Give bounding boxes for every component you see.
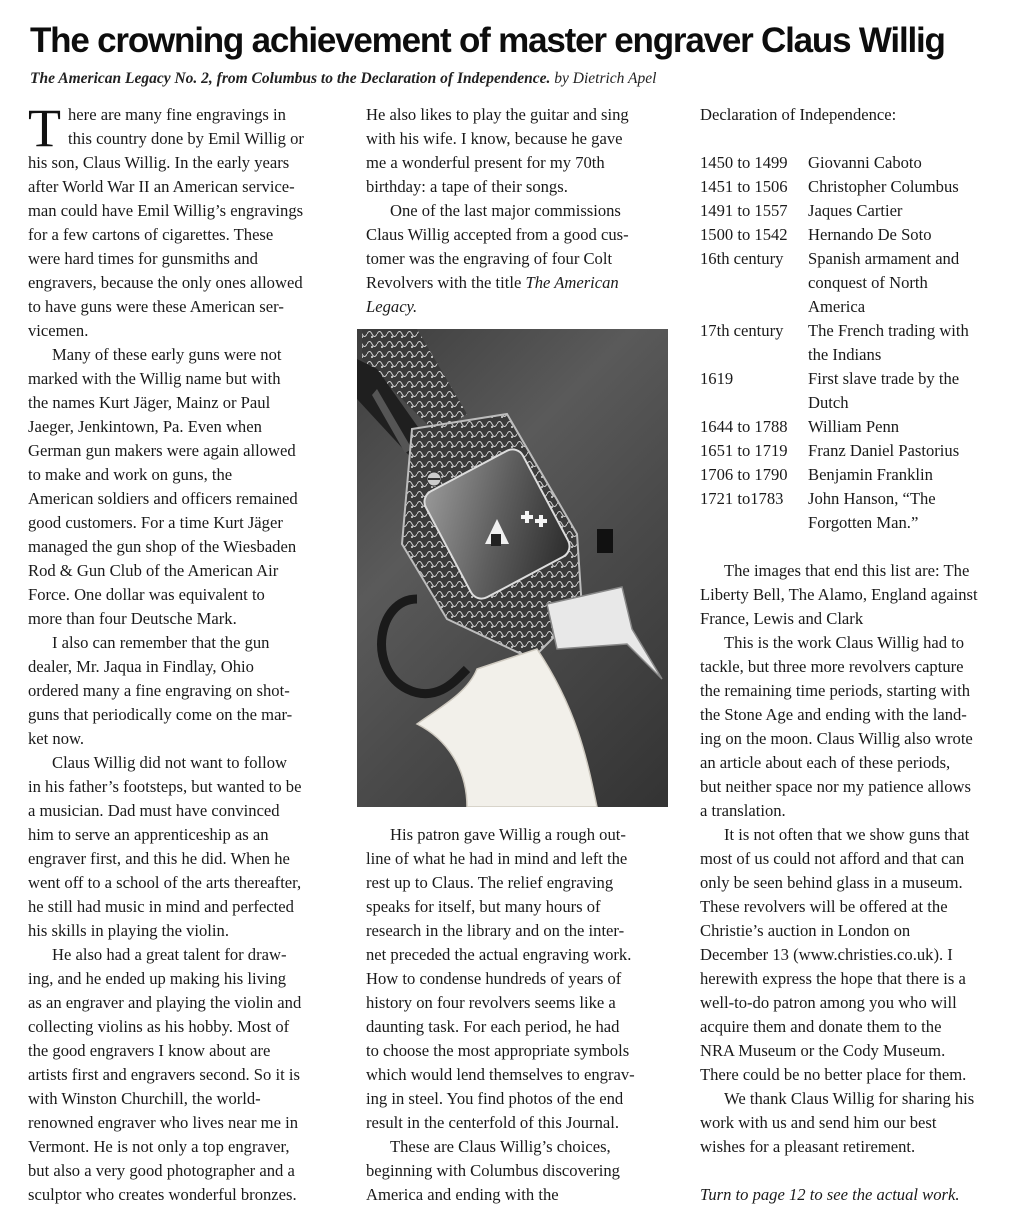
timeline-date: 1651 to 1719 bbox=[700, 441, 788, 460]
page-reference-note: Turn to page 12 to see the actual work. bbox=[700, 1185, 960, 1204]
hammer bbox=[547, 587, 662, 679]
timeline-entry bbox=[700, 247, 1018, 319]
text-line: guns that periodically come on the mar- bbox=[28, 705, 293, 724]
ivory-grip bbox=[417, 649, 597, 807]
text-line: He also likes to play the guitar and sing bbox=[366, 105, 629, 124]
text-line: America and ending with the bbox=[366, 1185, 559, 1204]
text-line: Claus Willig accepted from a good cus- bbox=[366, 225, 629, 244]
text-line: Liberty Bell, The Alamo, England against bbox=[700, 585, 978, 604]
text-line: conquest of North bbox=[808, 273, 928, 292]
paragraph bbox=[366, 1135, 666, 1207]
text-line: rest up to Claus. The relief engraving bbox=[366, 873, 614, 892]
timeline-entry bbox=[700, 175, 1018, 199]
text-line: birthday: a tape of their songs. bbox=[366, 177, 568, 196]
text-line: for a few cartons of cigarettes. These bbox=[28, 225, 274, 244]
timeline-date: 1451 to 1506 bbox=[700, 177, 788, 196]
text-line: the remaining time periods, starting with bbox=[700, 681, 971, 700]
paragraph bbox=[366, 103, 666, 199]
text-line bbox=[366, 295, 666, 319]
text-line: he still had music in mind and perfected bbox=[28, 897, 294, 916]
text-line: Benjamin Franklin bbox=[808, 465, 933, 484]
text-line: an article about each of these periods, bbox=[700, 753, 951, 772]
paragraph bbox=[28, 98, 346, 343]
text-line: tackle, but three more revolvers capture bbox=[700, 657, 964, 676]
text-line: I also can remember that the gun bbox=[52, 633, 270, 652]
timeline-date: 17th century bbox=[700, 321, 784, 340]
text-line: his son, Claus Willig. In the early years bbox=[28, 153, 290, 172]
text-line: but neither space nor my patience allows bbox=[700, 777, 971, 796]
text-line: vicemen. bbox=[28, 321, 89, 340]
text-line: engraver first, and this he did. When he bbox=[28, 849, 290, 868]
text-line: after World War II an American service- bbox=[28, 177, 295, 196]
engraved-revolver-photo bbox=[357, 329, 668, 807]
text-line: ordered many a fine engraving on shot- bbox=[28, 681, 290, 700]
text-line: this country done by Emil Willig or bbox=[68, 129, 304, 148]
text-line: William Penn bbox=[808, 417, 900, 436]
text-line: man could have Emil Willig’s engravings bbox=[28, 201, 304, 220]
text-line: the good engravers I know about are bbox=[28, 1041, 271, 1060]
text-line: engravers, because the only ones allowed bbox=[28, 273, 303, 292]
paragraph bbox=[700, 823, 1018, 1087]
revolver-illustration bbox=[357, 329, 668, 807]
text-line: herewith express the hope that there is a bbox=[700, 969, 966, 988]
text-line: First slave trade by the bbox=[808, 369, 960, 388]
column-3 bbox=[700, 103, 1018, 1207]
timeline-event bbox=[808, 415, 1018, 439]
text-line: his skills in playing the violin. bbox=[28, 921, 229, 940]
paragraph bbox=[700, 559, 1018, 631]
text-line: Claus Willig did not want to follow bbox=[52, 753, 288, 772]
text-line: Franz Daniel Pastorius bbox=[808, 441, 960, 460]
article-deck bbox=[30, 68, 656, 90]
timeline-date: 1500 to 1542 bbox=[700, 225, 788, 244]
paragraph bbox=[28, 343, 346, 631]
timeline-event bbox=[808, 367, 1018, 415]
text-line: Christopher Columbus bbox=[808, 177, 959, 196]
text-line: more than four Deutsche Mark. bbox=[28, 609, 237, 628]
timeline-list bbox=[700, 151, 1018, 535]
paragraph bbox=[700, 631, 1018, 823]
text-line: France, Lewis and Clark bbox=[700, 609, 864, 628]
text-line: This is the work Claus Willig had to bbox=[724, 633, 965, 652]
text-line: which would lend themselves to engrav- bbox=[366, 1065, 635, 1084]
timeline-event bbox=[808, 439, 1018, 463]
text-fragment: Revolvers with the title bbox=[366, 273, 526, 292]
paragraph bbox=[700, 1087, 1018, 1159]
text-line: to choose the most appropriate symbols bbox=[366, 1041, 630, 1060]
text-line: His patron gave Willig a rough out- bbox=[390, 825, 626, 844]
drop-cap: T bbox=[28, 98, 61, 158]
text-line: Jaques Cartier bbox=[808, 201, 903, 220]
text-line: Force. One dollar was equivalent to bbox=[28, 585, 265, 604]
timeline-date: 1619 bbox=[700, 369, 734, 388]
text-line: a musician. Dad must have convinced bbox=[28, 801, 280, 820]
text-line: Hernando De Soto bbox=[808, 225, 932, 244]
text-line: the Indians bbox=[808, 345, 882, 364]
text-line: December 13 (www.christies.co.uk). I bbox=[700, 945, 953, 964]
article-headline: The crowning achievement of master engraver Claus Willig bbox=[30, 21, 945, 60]
timeline-entry bbox=[700, 151, 1018, 175]
text-line: We thank Claus Willig for sharing his bbox=[724, 1089, 975, 1108]
timeline-event bbox=[808, 487, 1018, 535]
text-line: me a wonderful present for my 70th bbox=[366, 153, 605, 172]
timeline-entry bbox=[700, 463, 1018, 487]
text-line: Forgotten Man.” bbox=[808, 513, 919, 532]
timeline-date: 1491 to 1557 bbox=[700, 201, 788, 220]
timeline-event bbox=[808, 223, 1018, 247]
timeline-entry bbox=[700, 367, 1018, 415]
timeline-event bbox=[808, 199, 1018, 223]
timeline-entry bbox=[700, 487, 1018, 535]
text-line: with his wife. I know, because he gave bbox=[366, 129, 623, 148]
publication-title: The American bbox=[525, 273, 619, 292]
text-line: Vermont. He is not only a top engraver, bbox=[28, 1137, 290, 1156]
text-line: the names Kurt Jäger, Mainz or Paul bbox=[28, 393, 271, 412]
text-line: him to serve an apprenticeship as an bbox=[28, 825, 269, 844]
text-line: wishes for a pleasant retirement. bbox=[700, 1137, 916, 1156]
text-line: These revolvers will be offered at the bbox=[700, 897, 948, 916]
text-line: The French trading with bbox=[808, 321, 969, 340]
timeline-date: 1450 to 1499 bbox=[700, 153, 788, 172]
text-line: history on four revolvers seems like a bbox=[366, 993, 616, 1012]
text-line: net preceded the actual engraving work. bbox=[366, 945, 632, 964]
text-line: good customers. For a time Kurt Jäger bbox=[28, 513, 283, 532]
timeline-event bbox=[808, 463, 1018, 487]
text-line: It is not often that we show guns that bbox=[724, 825, 970, 844]
timeline-date: 1721 to1783 bbox=[700, 489, 784, 508]
timeline-date: 1706 to 1790 bbox=[700, 465, 788, 484]
text-line: ing, and he ended up making his living bbox=[28, 969, 287, 988]
text-line: only be seen behind glass in a museum. bbox=[700, 873, 963, 892]
text-line: One of the last major commissions bbox=[390, 201, 621, 220]
paragraph bbox=[28, 943, 346, 1207]
deck-title: The American Legacy No. 2, from Columbus to the Declaration of Independence. bbox=[30, 70, 551, 87]
text-line: daunting task. For each period, he had bbox=[366, 1017, 620, 1036]
text-line: as an engraver and playing the violin and bbox=[28, 993, 302, 1012]
text-line: managed the gun shop of the Wiesbaden bbox=[28, 537, 297, 556]
timeline-event bbox=[808, 151, 1018, 175]
text-line: Dutch bbox=[808, 393, 849, 412]
text-line: the Stone Age and ending with the land- bbox=[700, 705, 967, 724]
paragraph bbox=[366, 823, 666, 1135]
text-line: He also had a great talent for draw- bbox=[52, 945, 287, 964]
text-line: John Hanson, “The bbox=[808, 489, 936, 508]
text-line: America bbox=[808, 297, 866, 316]
timeline-entry bbox=[700, 439, 1018, 463]
text-line: Christie’s auction in London on bbox=[700, 921, 911, 940]
timeline-entry bbox=[700, 223, 1018, 247]
text-line: well-to-do patron among you who will bbox=[700, 993, 957, 1012]
text-line: ket now. bbox=[28, 729, 85, 748]
text-line: collecting violins as his hobby. Most of bbox=[28, 1017, 290, 1036]
text-line: Rod & Gun Club of the American Air bbox=[28, 561, 279, 580]
timeline-entry bbox=[700, 199, 1018, 223]
text-line: These are Claus Willig’s choices, bbox=[390, 1137, 611, 1156]
text-line: dealer, Mr. Jaqua in Findlay, Ohio bbox=[28, 657, 254, 676]
text-line: went off to a school of the arts thereafter, bbox=[28, 873, 302, 892]
rear-sight bbox=[597, 529, 613, 553]
text-line: ing on the moon. Claus Willig also wrote bbox=[700, 729, 973, 748]
timeline-event bbox=[808, 175, 1018, 199]
text-line: marked with the Willig name but with bbox=[28, 369, 281, 388]
text-line: There could be no better place for them. bbox=[700, 1065, 967, 1084]
text-line: How to condense hundreds of years of bbox=[366, 969, 622, 988]
text-line: were hard times for gunsmiths and bbox=[28, 249, 258, 268]
text-line: with Winston Churchill, the world- bbox=[28, 1089, 261, 1108]
text-line: line of what he had in mind and left the bbox=[366, 849, 628, 868]
text-line: but also a very good photographer and a bbox=[28, 1161, 295, 1180]
timeline-event bbox=[808, 247, 1018, 319]
text-line: most of us could not afford and that can bbox=[700, 849, 965, 868]
column-1 bbox=[28, 98, 346, 1207]
text-line: sculptor who creates wonderful bronzes. bbox=[28, 1185, 297, 1204]
text-line: The images that end this list are: The bbox=[724, 561, 970, 580]
timeline-entry bbox=[700, 319, 1018, 367]
text-line: result in the centerfold of this Journal. bbox=[366, 1113, 619, 1132]
timeline-date: 1644 to 1788 bbox=[700, 417, 788, 436]
text-line: artists first and engravers second. So it is bbox=[28, 1065, 300, 1084]
text-line: work with us and send him our best bbox=[700, 1113, 937, 1132]
text-line: research in the library and on the inter- bbox=[366, 921, 625, 940]
list-intro: Declaration of Independence: bbox=[700, 105, 897, 124]
text-line: German gun makers were again allowed bbox=[28, 441, 296, 460]
paragraph bbox=[28, 631, 346, 751]
timeline-date: 16th century bbox=[700, 249, 784, 268]
text-line: American soldiers and officers remained bbox=[28, 489, 298, 508]
text-line: Giovanni Caboto bbox=[808, 153, 922, 172]
text-line: Jaeger, Jenkintown, Pa. Even when bbox=[28, 417, 262, 436]
timeline-entry bbox=[700, 415, 1018, 439]
text-line: here are many fine engravings in bbox=[68, 105, 286, 124]
paragraph bbox=[366, 199, 666, 319]
paragraph bbox=[28, 751, 346, 943]
text-line: a translation. bbox=[700, 801, 786, 820]
publication-title: Legacy. bbox=[366, 297, 418, 316]
text-line: Many of these early guns were not bbox=[52, 345, 282, 364]
text-line: to have guns were these American ser- bbox=[28, 297, 284, 316]
text-line: to make and work on guns, the bbox=[28, 465, 233, 484]
text-line: tomer was the engraving of four Colt bbox=[366, 249, 613, 268]
text-line: acquire them and donate them to the bbox=[700, 1017, 942, 1036]
column-2 bbox=[366, 103, 666, 319]
text-line: renowned engraver who lives near me in bbox=[28, 1113, 299, 1132]
text-line: NRA Museum or the Cody Museum. bbox=[700, 1041, 946, 1060]
byline: by Dietrich Apel bbox=[554, 70, 657, 87]
text-line bbox=[366, 271, 666, 295]
column-2-continued bbox=[366, 823, 666, 1207]
text-line: Spanish armament and bbox=[808, 249, 960, 268]
text-line: beginning with Columbus discovering bbox=[366, 1161, 620, 1180]
text-line: in his father’s footsteps, but wanted to be bbox=[28, 777, 302, 796]
timeline-event bbox=[808, 319, 1018, 367]
text-line: speaks for itself, but many hours of bbox=[366, 897, 601, 916]
text-line: ing in steel. You find photos of the end bbox=[366, 1089, 624, 1108]
